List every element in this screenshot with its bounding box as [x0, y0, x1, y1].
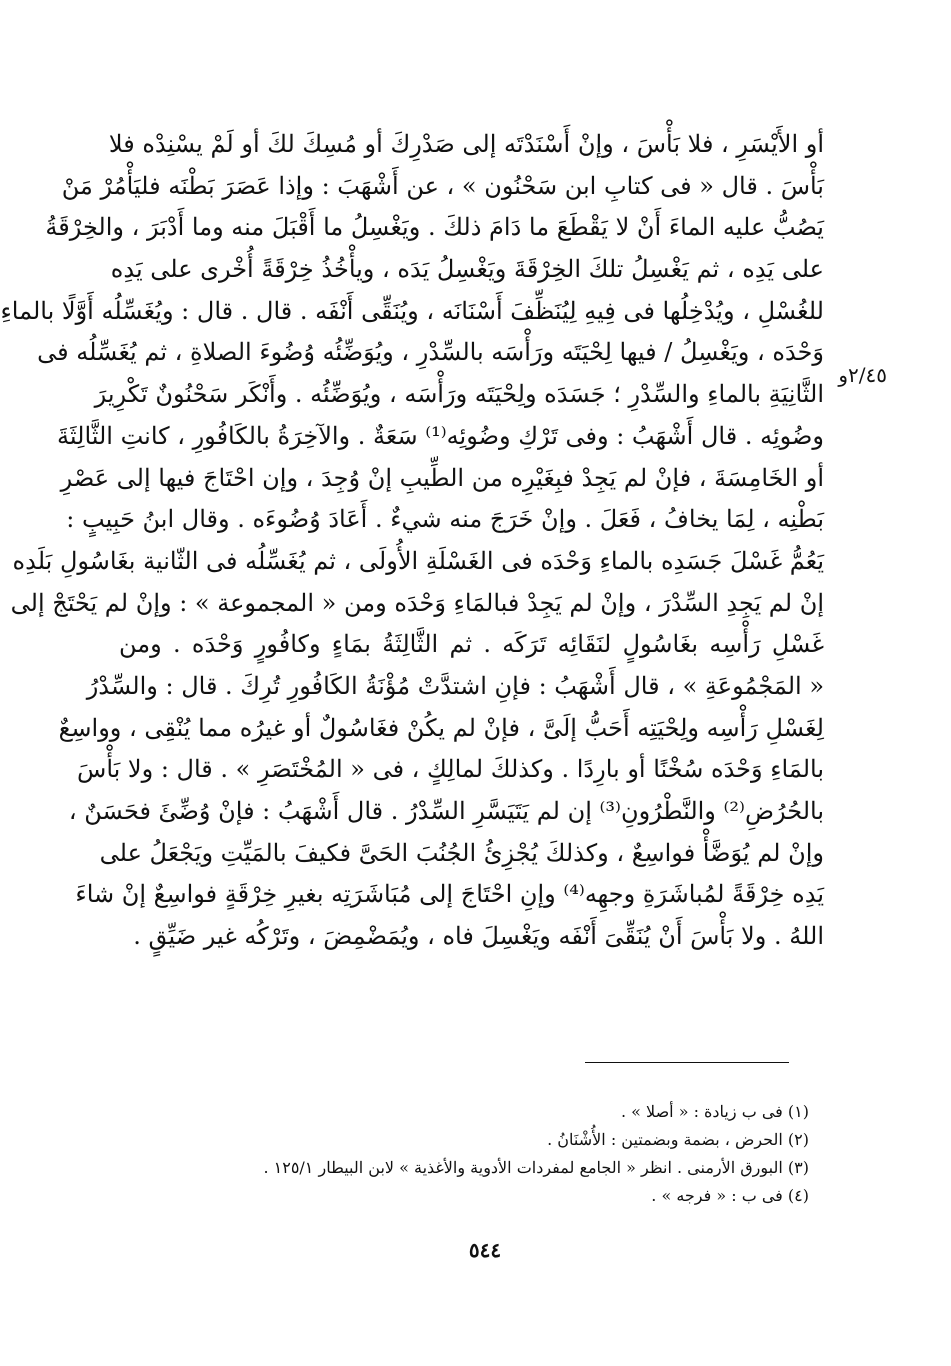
text-line-last: اللهُ . ولا بَأْسَ أَنْ يُنَقِّىَ أَنْفَه ويَغْسِلَ فاه ، ويُمَضْمِضَ ، وتَرْكُه غير ضَيِّقٍ . — [133, 922, 824, 951]
text-line: وإنْ لم يُوَضَّأْ فواسِعٌ ، وكذلكَ يُجْزِئُ الجُنُبَ الحَىَّ فكيفَ بالمَيِّتِ ويَجْعَلُ على — [99, 838, 824, 867]
text-line: بالحُرُضِ⁽²⁾ والنَّطْرُونِ⁽³⁾ إن لم يَتَيَسَّرِ السِّدْرُ . قال أَشْهَبُ : فإنْ وُضِّئَ فحَسَنٌ ، — [68, 797, 824, 825]
text-line: يَدِه خِرْقَةً لمُباشَرَةِ وجهِه⁽⁴⁾ وإنِ احْتَاجَ إلى مُبَاشَرَتِه بغيرِ خِرْقَةٍ فواسِعٌ إنْ شاءَ — [75, 880, 824, 909]
text-line: أو الخَامِسَةَ ، فإنْ لم يَجِدْ فبِغَيْرِه من الطِّيبِ إنْ وُجِدَ ، وإن احْتَاجَ فيها إلى عَصْرِ — [60, 463, 824, 492]
text-line: للغُسْلِ ، ويُدْخِلُها فى فِيهِ لِيُنَظِّفَ أَسْنَانَه ، ويُنَقِّى أَنْفَه . قال . قال : ويُغَسِّلُه أَوَّلًا بالماءِ — [0, 296, 824, 325]
text-line: يَعُمُّ غَسْلَ جَسَدِه بالماءِ وَحْدَه فى الغَسْلَةِ الأُولَى ، ثم يُغَسِّلُه فى الثّانية بغَاسُولِ بَلَدِه — [12, 546, 824, 575]
text-line: وضُوئِه . قال أَشْهَبُ : وفى تَرْكِ وضُوئِه⁽¹⁾ سَعَةٌ . والآخِرَةُ بالكَافُورِ ، كانتِ الثَّالِثَةَ — [57, 421, 824, 450]
main-text-block — [0, 124, 824, 958]
footnote-2: (٢) الحرض ، بضمة وبضمتين : الأُشْنَانُ . — [547, 1130, 809, 1149]
folio-margin-note: ٢/٤٥و — [838, 363, 887, 387]
text-line: لِغَسْلِ رَأْسِه ولِحْيَتِه أَحَبُّ إلَىَّ ، فإنْ لم يكُنْ فغَاسُولٌ أو غيرُه مما يُنْقِى ، وواسِعٌ — [58, 713, 824, 742]
footnote-separator — [585, 1062, 789, 1063]
text-line: إنْ لم يَجِدِ السِّدْرَ ، وإنْ لم يَجِدْ فبالمَاءِ وَحْدَه ومن « المجموعة » : وإنْ لم يَحْتَجْ إلى — [10, 588, 824, 617]
text-line: بالمَاءِ وَحْدَه سُخْنًا أو بارِدًا . وكذلكَ لمالِكٍ ، فى « المُخْتَصَرِ » . قال : ولا بَأْسَ — [77, 755, 824, 784]
text-line: بَأْسَ . قال « فى كتابِ ابن سَحْنُون » ، عن أَشْهَبَ : وإذا عَصَرَ بَطْنَه فليَأْمُرْ مَنْ — [61, 171, 824, 200]
footnote-3: (٣) البورق الأرمنى . انظر « الجامع لمفردات الأدوية والأغذية » لابن البيطار ١٢٥/١ . — [263, 1158, 809, 1177]
text-line: بَطْنِه ، لِمَا يخافُ ، فَعَلَ . وإنْ خَرَجَ منه شيءٌ . أَعَادَ وُضُوءَه . وقال ابنُ حَبِيبٍ : — [66, 505, 824, 534]
footnotes — [169, 1098, 809, 1210]
text-line: يَصُبُّ عليه الماءَ أَنْ لا يَقْطَعَ ما دَامَ ذلكَ . ويَغْسِلُ ما أَقْبَلَ منه وما أَدْبَرَ ، والخِرْقَةُ — [45, 213, 824, 242]
text-line: الثَّانِيَةِ بالماءِ والسِّدْرِ ؛ جَسَدَه ولِحْيَتَه ورَأْسَه ، ويُوَضِّئُه . وأَنْكَر سَحْنُونٌ تَكْرِيرَ — [94, 380, 824, 409]
footnote-4: (٤) فى ب : « فرجه » . — [651, 1186, 809, 1205]
text-line: وَحْدَه ، ويَغْسِلُ / فيها لِحْيَتَه ورَأْسَه بالسِّدْرِ ، ويُوَضِّئُه وُضُوءَ الصلاةِ ، ثم يُغَسِّلُه فى — [37, 338, 824, 367]
text-line: « المَجْمُوعَةِ » ، قال أَشْهَبُ : فإنِ اشتدَّتْ مُؤْنَةُ الكَافُورِ تُرِكَ . قال : والسِّدْرُ — [86, 671, 824, 700]
page-number: ٥٤٤ — [468, 1238, 502, 1262]
footnote-1: (١) فى ب زيادة : « أصلا » . — [620, 1102, 809, 1121]
text-line: أو الأَيْسَرِ ، فلا بَأْسَ ، وإنْ أَسْنَدْتَه إلى صَدْرِكَ أو مُسِكَ لكَ أو لَمْ يسْنِدْه فلا — [108, 130, 824, 158]
text-line: غَسْلِ رَأْسِه بغَاسُولٍ لنَقَائِه تَرَكَه . ثم الثَّالِثَةُ بمَاءٍ وكافُورٍ وَحْدَه . ومن — [119, 630, 824, 659]
text-line: على يَدِه ، ثم يَغْسِلُ تلكَ الخِرْقَةَ ويَغْسِلُ يَدَه ، ويأْخُذُ خِرْقَةً أُخْرى على يَدِه — [110, 255, 824, 284]
